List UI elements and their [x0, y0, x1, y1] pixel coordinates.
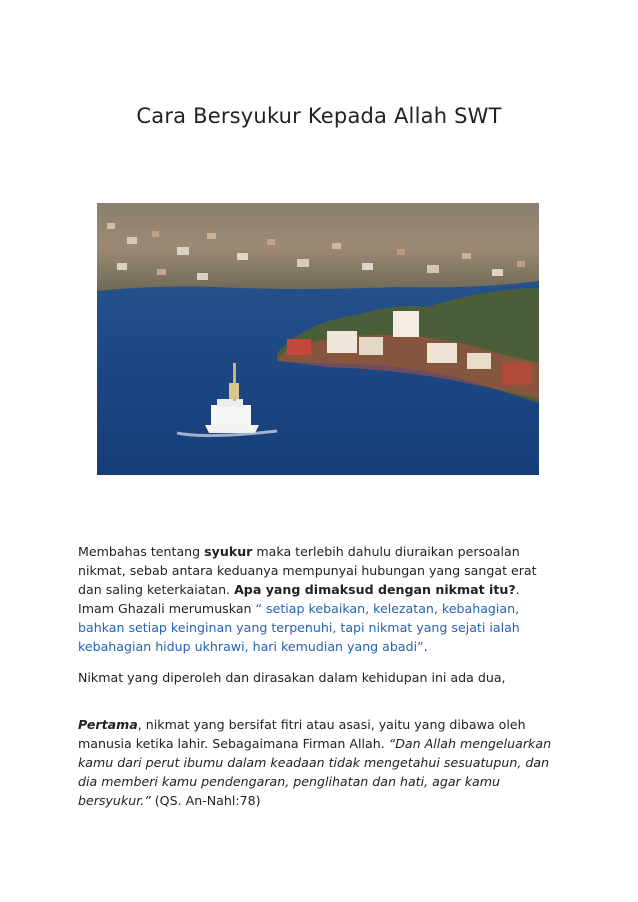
bold-syukur: syukur	[204, 544, 253, 559]
verse-quote: “Dan Allah mengeluarkan kamu dari perut ibumu dalam keadaan tidak mengetahui sesuatupun, dan dia memberi kamu pendengaran, penglihatan dan hati, agar kamu bersyukur.”	[78, 736, 552, 808]
lead-pertama: Pertama	[78, 717, 138, 732]
text-run: maka terlebih dahulu diuraikan persoalan nikmat, sebab antara keduanya mempunyai hubungan yang sangat erat dan saling keterkaiatan.	[78, 544, 537, 597]
verse-reference: (QS. An-Nahl:78)	[150, 793, 261, 808]
text-run: , nikmat yang bersifat fitri atau asasi, yaitu yang dibawa oleh manusia ketika lahir. Sebagaimana Firman Allah.	[78, 717, 526, 751]
text-run: Membahas tentang	[78, 544, 205, 559]
paragraph-nikmat-definition	[78, 542, 558, 656]
page-title: Cara Bersyukur Kepada Allah SWT	[136, 104, 502, 128]
bold-question: Apa yang dimaksud dengan nikmat itu?	[234, 582, 516, 597]
paragraph-two-kinds: Nikmat yang diperoleh dan dirasakan dalam kehidupan ini ada dua,	[78, 670, 506, 685]
article-body	[78, 542, 558, 810]
text-run: .	[423, 639, 428, 654]
bosphorus-ferry-photo	[97, 203, 539, 475]
paragraph-pertama	[78, 715, 558, 810]
text-run: . Imam Ghazali merumuskan	[78, 582, 520, 616]
ghazali-quote: “ setiap kebaikan, kelezatan, kebahagian, bahkan setiap keinginan yang terpenuhi, tapi nikmat yang sejati ialah kebahagian hidup ukhrawi, hari kemudian yang abadi”	[78, 601, 520, 654]
